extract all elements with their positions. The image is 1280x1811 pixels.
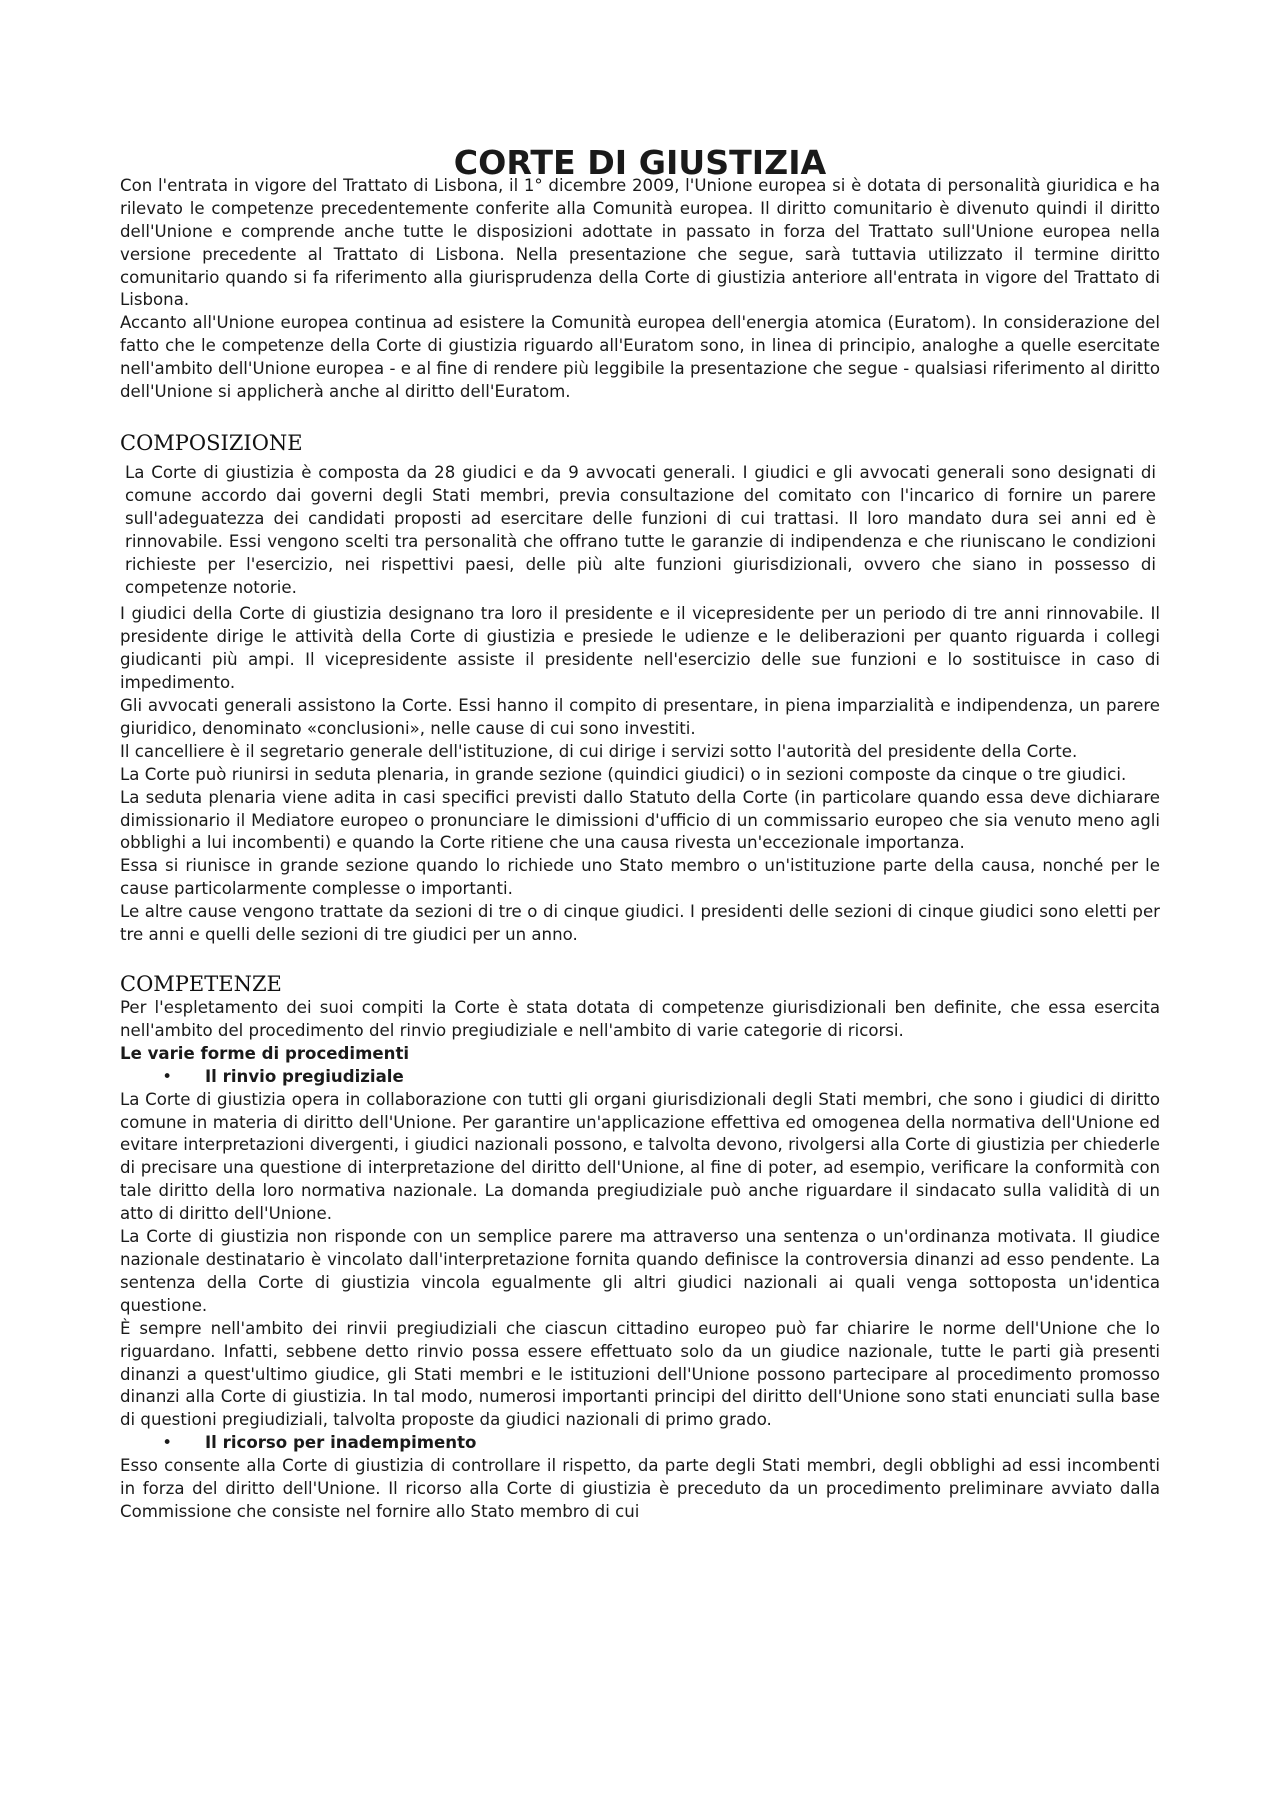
- composizione-paragraph: Essa si riunisce in grande sezione quando lo richiede uno Stato membro o un'istituzione parte della causa, nonché per le cause particolarmente complesse o importanti.: [120, 856, 1160, 899]
- intro-paragraph: Con l'entrata in vigore del Trattato di Lisbona, il 1° dicembre 2009, l'Unione europea si è dotata di personalità giuridica e ha rilevato le competenze precedentemente conferite alla Comunità europea. Il diritto comunitario è divenuto quindi il diritto dell'Unione e comprende anche tutte le disposizioni adottate in passato in forza del Trattato sull'Unione europea nella versione precedente al Trattato di Lisbona. Nella presentazione che segue, sarà tuttavia utilizzato il termine diritto comunitario quando si fa riferimento alla giurisprudenza della Corte di giustizia anteriore all'entrata in vigore del Trattato di Lisbona.: [120, 175, 1160, 310]
- inadempimento-paragraph: Esso consente alla Corte di giustizia di controllare il rispetto, da parte degli Stati membri, degli obblighi ad essi incombenti in forza del diritto dell'Unione. Il ricorso alla Corte di giustizia è preceduto da un procedimento preliminare avviato dalla Commissione che consiste nel fornire allo Stato membro di cui: [120, 1456, 1160, 1521]
- competenze-intro-paragraph: Per l'espletamento dei suoi compiti la Corte è stata dotata di competenze giurisdizionali ben definite, che essa esercita nell'ambito del procedimento del rinvio pregiudiziale e nell'ambito di varie categorie di ricorsi.: [120, 998, 1160, 1040]
- bullet-rinvio-pregiudiziale: [120, 1066, 1160, 1089]
- bullet-ricorso-inadempimento: [120, 1432, 1160, 1455]
- rinvio-paragraph: È sempre nell'ambito dei rinvii pregiudiziali che ciascun cittadino europeo può far chiarire le norme dell'Unione che lo riguardano. Infatti, sebbene detto rinvio possa essere effettuato solo da un giudice nazionale, tutte le parti già presenti dinanzi a quest'ultimo giudice, gli Stati membri e le istituzioni dell'Unione possono partecipare al procedimento promosso dinanzi alla Corte di giustizia. In tal modo, numerosi importanti principi del diritto dell'Unione sono stati enunciati sulla base di questioni pregiudiziali, talvolta proposte da giudici nazionali di primo grado.: [120, 1318, 1160, 1430]
- rinvio-paragraph: La Corte di giustizia opera in collaborazione con tutti gli organi giurisdizionali degli Stati membri, che sono i giudici di diritto comune in materia di diritto dell'Unione. Per garantire un'applicazione effettiva ed omogenea della normativa dell'Unione ed evitare interpretazioni divergenti, i giudici nazionali possono, e talvolta devono, rivolgersi alla Corte di giustizia per chiederle di precisare una questione di interpretazione del diritto dell'Unione, al fine di poter, ad esempio, verificare la conformità con tale diritto della loro normativa nazionale. La domanda pregiudiziale può anche riguardare il sindacato sulla validità di un atto di diritto dell'Unione.: [120, 1089, 1160, 1224]
- composizione-paragraph: Gli avvocati generali assistono la Corte. Essi hanno il compito di presentare, in piena imparzialità e indipendenza, un parere giuridico, denominato «conclusioni», nelle cause di cui sono investiti.: [120, 696, 1160, 738]
- composizione-paragraph: Le altre cause vengono trattate da sezioni di tre o di cinque giudici. I presidenti delle sezioni di cinque giudici sono eletti per tre anni e quelli delle sezioni di tre giudici per un anno.: [120, 902, 1160, 945]
- composizione-paragraph: La Corte può riunirsi in seduta plenaria, in grande sezione (quindici giudici) o in sezioni composte da cinque o tre giudici.: [120, 764, 1127, 784]
- composizione-paragraph: La seduta plenaria viene adita in casi specifici previsti dallo Statuto della Corte (in particolare quando essa deve dichiarare dimissionario il Mediatore europeo o pronunciare le dimissioni d'ufficio di un commissario europeo che sia venuto meno agli obblighi a lui incombenti) e quando la Corte ritiene che una causa rivesta un'eccezionale importanza.: [120, 787, 1160, 853]
- bullet-icon: •: [162, 1433, 172, 1453]
- composizione-inset-paragraph: La Corte di giustizia è composta da 28 giudici e da 9 avvocati generali. I giudici e gli avvocati generali sono designati di comune accordo dai governi degli Stati membri, previa consultazione del comitato con l'incarico di fornire un parere sull'adeguatezza dei candidati proposti ad esercitare delle funzioni di cui trattasi. Il loro mandato dura sei anni ed è rinnovabile. Essi vengono scelti tra personalità che offrano tutte le garanzie di indipendenza e che riuniscano le condizioni richieste per l'esercizio, nei rispettivi paesi, delle più alte funzioni giurisdizionali, ovvero che siano in possesso di competenze notorie.: [125, 462, 1156, 597]
- composizione-paragraph: I giudici della Corte di giustizia designano tra loro il presidente e il vicepresidente per un periodo di tre anni rinnovabile. Il presidente dirige le attività della Corte di giustizia e presiede le udienze e le deliberazioni per quanto riguarda i collegi giudicanti più ampi. Il vicepresidente assiste il presidente nell'esercizio delle sue funzioni e lo sostituisce in caso di impedimento.: [120, 604, 1160, 693]
- section-heading-competenze: COMPETENZE: [120, 972, 282, 996]
- section-heading-composizione: COMPOSIZIONE: [120, 430, 303, 455]
- composizione-paragraph: Il cancelliere è il segretario generale dell'istituzione, di cui dirige i servizi sotto l'autorità del presidente della Corte.: [120, 741, 1078, 761]
- procedimenti-subheading: Le varie forme di procedimenti: [120, 1043, 410, 1063]
- bullet-icon: •: [162, 1066, 172, 1086]
- bullet-title: Il ricorso per inadempimento: [205, 1433, 477, 1453]
- rinvio-paragraph: La Corte di giustizia non risponde con un semplice parere ma attraverso una sentenza o un'ordinanza motivata. Il giudice nazionale destinatario è vincolato dall'interpretazione fornita quando definisce la controversia dinanzi ad esso pendente. La sentenza della Corte di giustizia vincola egualmente gli altri giudici nazionali ai quali venga sottoposta un'identica questione.: [120, 1227, 1160, 1315]
- intro-paragraph: Accanto all'Unione europea continua ad esistere la Comunità europea dell'energia atomica (Euratom). In considerazione del fatto che le competenze della Corte di giustizia riguardo all'Euratom sono, in linea di principio, analoghe a quelle esercitate nell'ambito dell'Unione europea - e al fine di rendere più leggibile la presentazione che segue - qualsiasi riferimento al diritto dell'Unione si applicherà anche al diritto dell'Euratom.: [120, 313, 1160, 402]
- document-page: [120, 143, 1160, 1524]
- bullet-title: Il rinvio pregiudiziale: [205, 1066, 404, 1086]
- document-title: CORTE DI GIUSTIZIA: [453, 143, 827, 182]
